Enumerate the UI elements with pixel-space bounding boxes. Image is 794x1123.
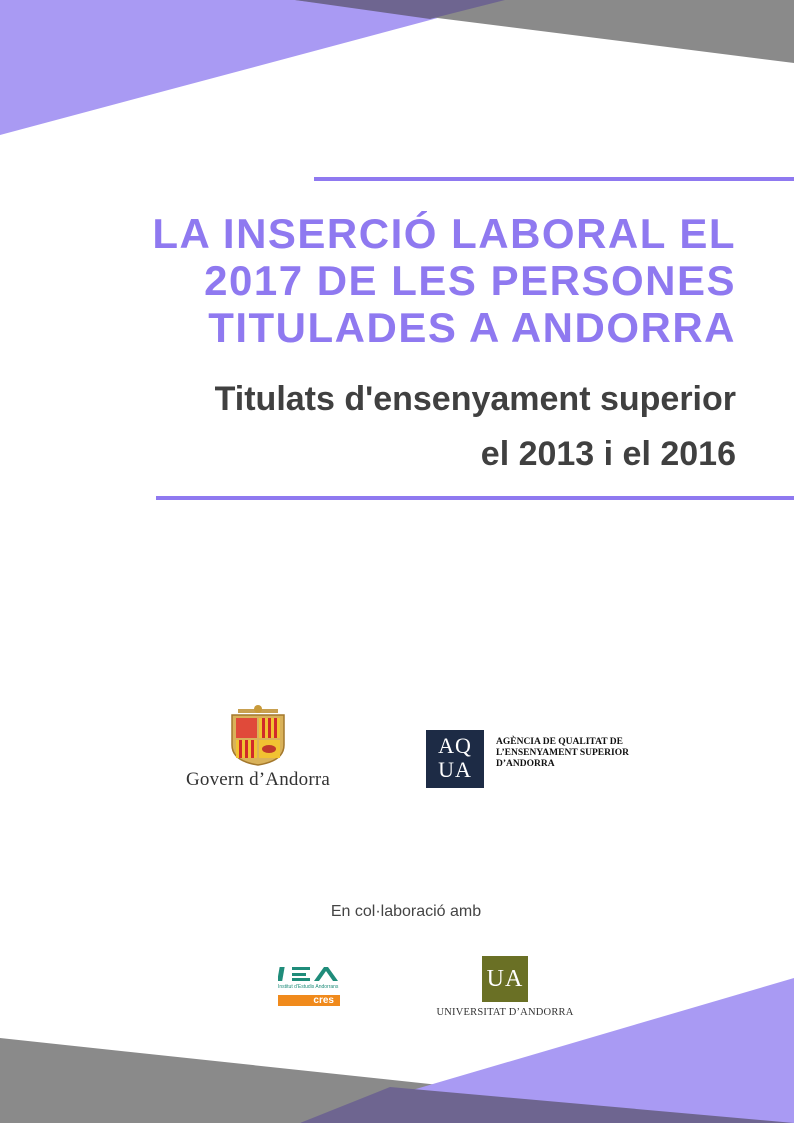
ua-mark-letters: UA (486, 966, 524, 992)
aqua-name-line-1: AGÈNCIA DE QUALITAT DE (496, 737, 623, 747)
collaboration-label: En col·laboració amb (330, 903, 482, 920)
govern-andorra-logo (176, 705, 340, 795)
document-title (36, 210, 736, 351)
universitat-andorra-logo (434, 956, 576, 1020)
title-bottom-rule (156, 496, 794, 500)
iea-mark-icon (278, 965, 342, 983)
iea-cres-logo (278, 965, 342, 1007)
subtitle-line-1: Titulats d'ensenyament superior (214, 380, 736, 418)
aqua-logo (426, 730, 666, 790)
aqua-name (496, 737, 666, 770)
aqua-mark-line-2: UA (438, 757, 472, 782)
title-line-2: 2017 DE LES PERSONES (204, 257, 736, 304)
title-top-rule (314, 177, 794, 181)
cres-label: cres (278, 995, 340, 1006)
govern-logo-text: Govern d’Andorra (185, 769, 331, 790)
ua-logo-text: UNIVERSITAT D’ANDORRA (436, 1007, 574, 1018)
aqua-name-line-2: L’ENSENYAMENT SUPERIOR (496, 748, 629, 758)
title-line-1: LA INSERCIÓ LABORAL EL (152, 210, 736, 257)
subtitle-line-2: el 2013 i el 2016 (480, 435, 736, 473)
title-line-3: TITULADES A ANDORRA (208, 304, 736, 351)
iea-subtitle: Institut d'Estudis Andorrans (278, 984, 339, 990)
document-subtitle (36, 372, 736, 482)
aqua-name-line-3: D’ANDORRA (496, 759, 555, 769)
aqua-mark (426, 730, 484, 788)
andorra-coat-of-arms-icon (176, 705, 340, 767)
aqua-mark-line-1: AQ (438, 733, 472, 758)
top-left-violet-triangle (0, 0, 505, 135)
